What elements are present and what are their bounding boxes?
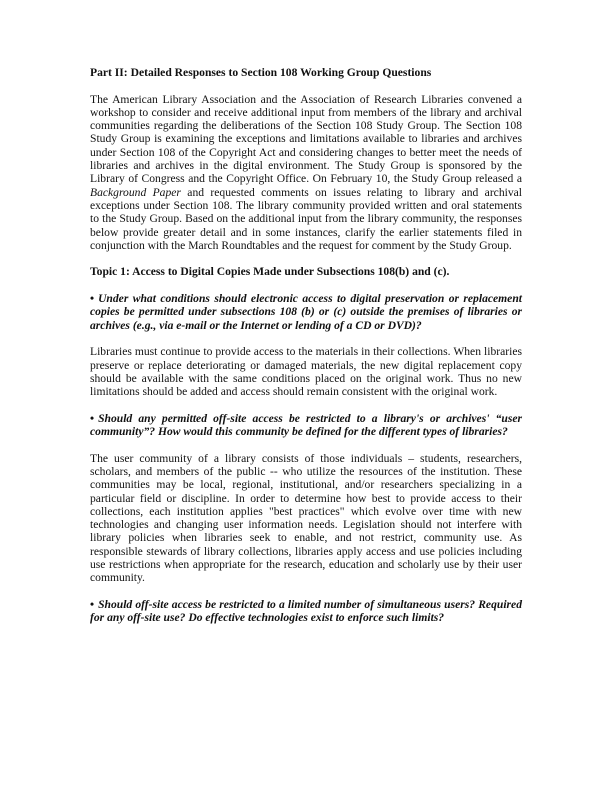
bullet-icon: • [90,597,95,611]
intro-text-2: and requested comments on issues relating to library and archival exceptions under Section 108. The library community provided written and oral statements to the Study Group. Based on the additional input from the library community, the responses below provide greater detail and in some instances, clarify the earlier statements filed in conjunction with the March Roundtables and the request for comment by the Study Group. [90,185,523,252]
question-1 [90,292,522,332]
answer-2: The user community of a library consists of those individuals – students, researchers, scholars, and members of the public -- who utilize the resources of the institution. These communities may be local, regional, institutional, and/or researchers specializing in a particular field or discipline. In order to determine how best to provide access to their collections, each institution applies "best practices" which evolve over time with new technologies and changing user information needs. Legislation should not interfere with library policies when libraries seek to enable, and not restrict, community use. As responsible stewards of library collections, libraries apply access and use policies including use restrictions when appropriate for the research, education and scholarly use by their user community. [90,451,522,585]
answer-1: Libraries must continue to provide access to the materials in their collections. When libraries preserve or replace deteriorating or damaged materials, the new digital replacement copy should be available with the same conditions placed on the original work. Thus no new limitations should be added and access should remain consistent with the original work. [90,345,522,399]
question-3 [90,598,522,625]
intro-paragraph [90,93,522,253]
bullet-icon: • [90,411,95,425]
document-title: Part II: Detailed Responses to Section 108 Working Group Questions [90,66,432,79]
background-paper-title: Background Paper [90,185,181,199]
question-2 [90,412,522,439]
document-page [90,66,522,638]
topic-heading: Topic 1: Access to Digital Copies Made under Subsections 108(b) and (c). [90,265,450,279]
question-text: Should any permitted off-site access be restricted to a library's or archives' “user community”? How would this community be defined for the different types of libraries? [90,411,522,439]
question-text: Should off-site access be restricted to a limited number of simultaneous users? Required for any off-site use? Do effective technologies exist to enforce such limits? [90,597,522,625]
intro-text-1: The American Library Association and the Association of Research Libraries convened a workshop to consider and receive additional input from members of the library and archival communities regarding the deliberations of the Section 108 Study Group. The Section 108 Study Group is examining the exceptions and limitations available to libraries and archives under Section 108 of the Copyright Act and considering changes to better meet the needs of libraries and archives in the digital environment. The Study Group is sponsored by the Library of Congress and the Copyright Office. On February 10, the Study Group released a [90,92,522,186]
question-text: Under what conditions should electronic access to digital preservation or replacement copies be permitted under subsections 108 (b) or (c) outside the premises of libraries or archives (e.g., via e-mail or the Internet or lending of a CD or DVD)? [90,292,522,332]
bullet-icon: • [90,292,95,306]
